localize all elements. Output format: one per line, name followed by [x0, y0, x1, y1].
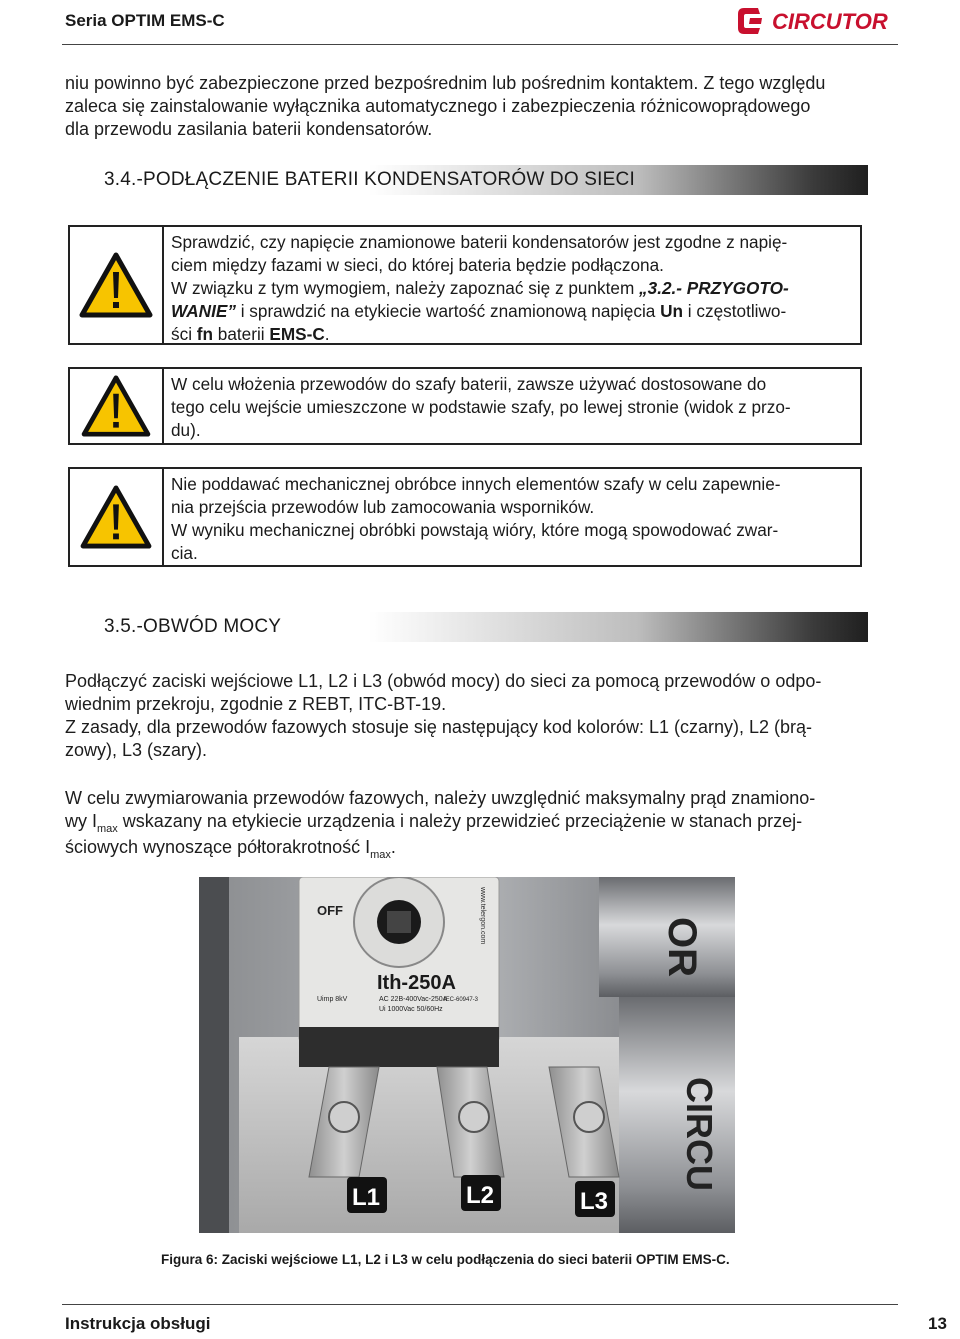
un-label: Un [660, 301, 684, 321]
body-text: ściowych wynoszące półtorakrotność I [65, 837, 371, 857]
warning-line: nia przejścia przewodów lub zamocowania wsporników. [171, 497, 595, 517]
warning-triangle-icon [80, 485, 152, 549]
intro-line: zaleca się zainstalowanie wyłącznika automatycznego i zabezpieczenia różnicowoprądowego [65, 96, 811, 116]
intro-paragraph [65, 72, 825, 141]
warning-text-box [162, 367, 862, 445]
section-title: 3.4.-PODŁĄCZENIE BATERII KONDENSATORÓW DO SIECI [104, 169, 635, 190]
warning-line [171, 300, 852, 323]
warning-text: i sprawdzić na etykiecie wartość znamionową napięcia [235, 301, 661, 321]
section-heading-3-4 [100, 165, 868, 195]
page-number: 13 [928, 1314, 947, 1333]
warning-line [171, 323, 852, 346]
terminal-label-l2: L2 [466, 1182, 495, 1209]
warning-line: Nie poddawać mechanicznej obróbce innych elementów szafy w celu zapewnie- [171, 474, 781, 494]
warning-text: ści [171, 324, 197, 344]
section-reference: WANIE” [171, 301, 236, 321]
warning-text: . [324, 324, 330, 344]
body-line: wiednim przekroju, zgodnie z REBT, ITC-BT-19. [65, 694, 447, 714]
body-text: . [390, 837, 396, 857]
body-paragraph [65, 670, 821, 762]
header-title: Seria OPTIM EMS-C [65, 11, 225, 30]
warning-icon-box [68, 225, 164, 345]
footer-title: Instrukcja obsługi [65, 1314, 211, 1333]
switch-standard: IEC-60947-3 [444, 997, 479, 1003]
switch-imp: Uimp 8kV [317, 996, 348, 1003]
circutor-logo [736, 4, 916, 38]
warning-line: W celu włożenia przewodów do szafy baterii, zawsze używać dostosowane do [171, 374, 767, 394]
body-line [65, 836, 815, 862]
subscript: max [97, 823, 118, 835]
body-line: W celu zwymiarowania przewodów fazowych, należy uwzględnić maksymalny prąd znamiono- [65, 788, 816, 808]
body-line: Podłączyć zaciski wejściowe L1, L2 i L3 (obwód mocy) do sieci za pomocą przewodów o odpo- [65, 671, 822, 691]
footer-divider [62, 1304, 898, 1305]
terminal-label-l1: L1 [352, 1184, 381, 1211]
body-line: zowy), L3 (szary). [65, 740, 208, 760]
warning-line: cia. [171, 543, 198, 563]
warning-line: W wyniku mechanicznej obróbki powstają wióry, które mogą spowodować zwar- [171, 520, 779, 540]
figure-caption: Figura 6: Zaciski wejściowe L1, L2 i L3 w celu podłączenia do sieci baterii OPTIM EMS-C. [161, 1252, 730, 1267]
body-line [65, 810, 815, 836]
warning-line: du). [171, 420, 201, 440]
circutor-logo-mark [738, 8, 762, 34]
photo-illustration [199, 877, 735, 1233]
section-title: 3.5.-OBWÓD MOCY [104, 616, 282, 637]
cylinder-brand-text: CIRCU [679, 1077, 720, 1191]
warning-text: baterii [213, 324, 270, 344]
cylinder-brand-fragment: OR [660, 917, 704, 977]
terminal-label-l3: L3 [580, 1188, 609, 1215]
intro-line: niu powinno być zabezpieczone przed bezpośrednim lub pośrednim kontaktem. Z tego względu [65, 73, 826, 93]
product-name: EMS-C [269, 324, 325, 344]
warning-line: tego celu wejście umieszczone w podstawie szafy, po lewej stronie (widok z przo- [171, 397, 791, 417]
warning-triangle-icon [81, 375, 151, 437]
warning-triangle-icon [79, 252, 153, 318]
switch-model: Ith-250A [377, 972, 456, 994]
switch-spec: Ui 1000Vac 50/60Hz [379, 1006, 443, 1013]
warning-line [171, 277, 852, 300]
warning-text-box [162, 225, 862, 345]
header-divider [62, 44, 898, 45]
switch-spec: AC 22B-400Vac-250A [379, 996, 448, 1003]
switch-url: www.telergon.com [479, 887, 486, 945]
warning-icon-box [68, 467, 164, 567]
fn-label: fn [196, 324, 214, 344]
subscript: max [370, 849, 391, 861]
off-label: OFF [317, 903, 343, 918]
terminal-photo [199, 877, 735, 1233]
warning-line: ciem między fazami w sieci, do której bateria będzie podłączona. [171, 255, 664, 275]
terminal-bolt [329, 1102, 359, 1132]
warning-text-box [162, 467, 862, 567]
warning-text: W związku z tym wymogiem, należy zapoznać się z punktem [171, 278, 640, 298]
warning-icon-box [68, 367, 164, 445]
body-line: Z zasady, dla przewodów fazowych stosuje się następujący kod kolorów: L1 (czarny), L2 (brą- [65, 717, 813, 737]
intro-line: dla przewodu zasilania baterii kondensatorów. [65, 119, 433, 139]
section-heading-3-5 [100, 612, 868, 642]
terminal-bolt [574, 1102, 604, 1132]
warning-line: Sprawdzić, czy napięcie znamionowe baterii kondensatorów jest zgodne z napię- [171, 232, 788, 252]
terminal-bolt [459, 1102, 489, 1132]
body-paragraph [65, 787, 815, 862]
brand-text: CIRCUTOR [772, 9, 888, 34]
section-reference: „3.2.- PRZYGOTO- [639, 278, 789, 298]
body-text: wy I [65, 811, 98, 831]
body-text: wskazany na etykiecie urządzenia i należy przewidzieć przeciążenie w stanach przej- [117, 811, 803, 831]
warning-text: i częstotliwo- [683, 301, 787, 321]
